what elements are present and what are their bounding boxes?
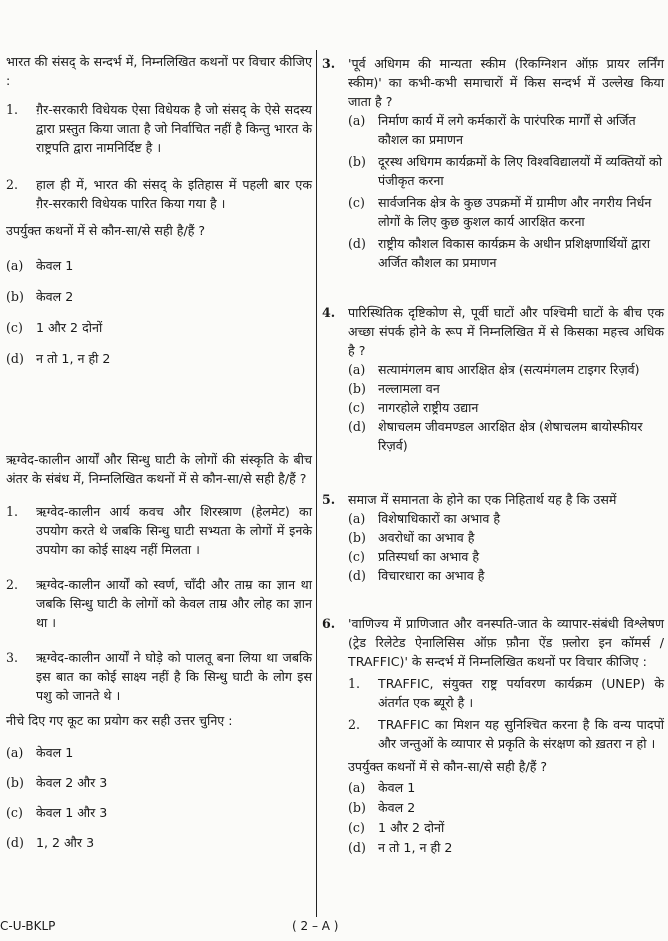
option-d[interactable]: (d) न तो 1, न ही 2 [6, 351, 111, 366]
question-2 [6, 450, 312, 858]
question-1-statement-2: 2. हाल ही में, भारत की संसद् के इतिहास में पहली बार एक ग़ैर-सरकारी विधेयक पारित किया गया है । [6, 177, 312, 211]
option-d[interactable]: (d) 1, 2 और 3 [6, 835, 95, 850]
question-1-options [6, 250, 312, 374]
question-2-statement-2: 2. ऋग्वेद-कालीन आर्यों को स्वर्ण, चाँदी और ताम्र का ज्ञान था जबकि सिन्धु घाटी के लोगों को केवल ताम्र और लोह का ज्ञान था । [6, 577, 312, 630]
option-c[interactable]: (c) 1 और 2 दोनों [6, 320, 103, 335]
option-d[interactable]: (d) राष्ट्रीय कौशल विकास कार्यक्रम के अधीन प्रशिक्षणार्थियों द्वारा अर्जित कौशल का प्रमाणन [348, 236, 651, 270]
option-b[interactable]: (b) केवल 2 और 3 [6, 775, 108, 790]
question-6-statements [348, 674, 664, 753]
question-4-options [348, 360, 664, 455]
option-c[interactable]: (c) केवल 1 और 3 [6, 805, 108, 820]
question-2-statement-1: 1. ऋग्वेद-कालीन आर्य कवच और शिरस्त्राण (हेलमेट) का उपयोग करते थे जबकि सिन्धु घाटी सभ्यता के लोगों में इनके उपयोग का कोई साक्ष्य नहीं मिलता । [6, 504, 312, 557]
option-c[interactable]: (c) नागरहोले राष्ट्रीय उद्यान [348, 400, 479, 415]
question-5-options [348, 509, 664, 585]
question-5-text: समाज में समानता के होने का एक निहितार्थ यह है कि उसमें [348, 492, 617, 507]
question-2-statement-3: 3. ऋग्वेद-कालीन आर्यों ने घोड़े को पालतू बना लिया था जबकि इस बात का कोई साक्ष्य नहीं है कि सिन्धु घाटी के लोग इस पशु को जानते थे । [6, 650, 312, 703]
question-1 [6, 52, 312, 374]
option-b[interactable]: (b) केवल 2 [6, 289, 74, 304]
option-a[interactable]: (a) केवल 1 [6, 745, 74, 760]
question-2-text: ऋग्वेद-कालीन आर्यों और सिन्धु घाटी के लोगों की संस्कृति के बीच अंतर के संबंध में, निम्नलिखित कथनों में से कौन-सा/से सही है/हैं ? [6, 452, 312, 486]
question-3-text: 'पूर्व अधिगम की मान्यता स्कीम (रिकग्निशन ऑफ़ प्रायर लर्निंग स्कीम)' का कभी-कभी समाचारों में किस सन्दर्भ में उल्लेख किया जाता है ? [348, 56, 664, 109]
option-a[interactable]: (a) केवल 1 [348, 780, 416, 795]
option-b[interactable]: (b) केवल 2 [348, 800, 416, 815]
option-d[interactable]: (d) विचारधारा का अभाव है [348, 568, 485, 583]
question-1-statement-1: 1. ग़ैर-सरकारी विधेयक ऐसा विधेयक है जो संसद् के ऐसे सदस्य द्वारा प्रस्तुत किया जाता है जो निर्वाचित नहीं है किन्तु भारत के राष्ट्रपति द्वारा नामनिर्दिष्ट है । [6, 102, 312, 155]
option-b[interactable]: (b) नल्लामला वन [348, 381, 440, 396]
question-6-text: 'वाणिज्य में प्राणिजात और वनस्पति-जात के व्यापार-संबंधी विश्लेषण (ट्रेड रिलेटेड ऐनालिसिस ऑफ़ फ़ौना ऐंड फ़्लोरा इन कॉमर्स / TRAFFIC)' के सन्दर्भ में निम्नलिखित कथनों पर विचार कीजिए : [348, 616, 664, 669]
question-1-text: भारत की संसद् के सन्दर्भ में, निम्नलिखित कथनों पर विचार कीजिए : [6, 54, 312, 88]
question-5-number: 5. [322, 492, 336, 507]
question-2-options [6, 738, 312, 858]
option-a[interactable]: (a) विशेषाधिकारों का अभाव है [348, 511, 501, 526]
question-6-prompt: उपर्युक्त कथनों में से कौन-सा/से सही है/हैं ? [348, 759, 548, 774]
question-3-number: 3. [322, 56, 336, 71]
question-6 [322, 614, 664, 858]
question-1-prompt: उपर्युक्त कथनों में से कौन-सा/से सही है/हैं ? [6, 223, 206, 238]
option-c[interactable]: (c) प्रतिस्पर्धा का अभाव है [348, 549, 480, 564]
question-6-options [348, 778, 664, 858]
page-number: ( 2 – A ) [292, 919, 339, 933]
question-4-text: पारिस्थितिक दृष्टिकोण से, पूर्वी घाटों और पश्चिमी घाटों के बीच एक अच्छा संपर्क होने के रूप में निम्नलिखित में से किसका महत्त्व अधिक है ? [348, 305, 664, 358]
question-3 [322, 54, 664, 272]
question-4 [322, 303, 664, 455]
question-6-statement-2: 2. TRAFFIC का मिशन यह सुनिश्चित करना है कि वन्य पादपों और जन्तुओं के व्यापार से प्रकृति के संरक्षण को ख़तरा न हो । [348, 717, 664, 751]
question-5 [322, 490, 664, 585]
booklet-code: C-U-BKLP [0, 919, 56, 933]
option-b[interactable]: (b) दूरस्थ अधिगम कार्यक्रमों के लिए विश्वविद्यालयों में व्यक्तियों को पंजीकृत करना [348, 154, 662, 188]
option-a[interactable]: (a) केवल 1 [6, 258, 74, 273]
option-d[interactable]: (d) न तो 1, न ही 2 [348, 840, 453, 855]
option-c[interactable]: (c) सार्वजनिक क्षेत्र के कुछ उपक्रमों में ग्रामीण और नगरीय निर्धन लोगों के लिए कुछ कुशल कार्य आरक्षित करना [348, 195, 652, 229]
option-b[interactable]: (b) अवरोधों का अभाव है [348, 530, 475, 545]
option-d[interactable]: (d) शेषाचलम जीवमण्डल आरक्षित क्षेत्र (शेषाचलम बायोस्फीयर रिज़र्व) [348, 419, 643, 453]
option-c[interactable]: (c) 1 और 2 दोनों [348, 820, 445, 835]
question-4-number: 4. [322, 305, 336, 320]
question-6-statement-1: 1. TRAFFIC, संयुक्त राष्ट्र पर्यावरण कार्यक्रम (UNEP) के अंतर्गत एक ब्यूरो है । [348, 676, 664, 710]
option-a[interactable]: (a) निर्माण कार्य में लगे कर्मकारों के पारंपरिक मार्गों से अर्जित कौशल का प्रमाणन [348, 113, 636, 147]
right-column [322, 0, 664, 919]
column-divider [316, 50, 317, 917]
question-3-options [348, 111, 664, 272]
option-a[interactable]: (a) सत्यामंगलम बाघ आरक्षित क्षेत्र (सत्यमंगलम टाइगर रिज़र्व) [348, 362, 640, 377]
question-6-number: 6. [322, 616, 336, 631]
page-footer [0, 917, 668, 935]
left-column [6, 0, 312, 919]
question-2-prompt: नीचे दिए गए कूट का प्रयोग कर सही उत्तर चुनिए : [6, 713, 233, 728]
